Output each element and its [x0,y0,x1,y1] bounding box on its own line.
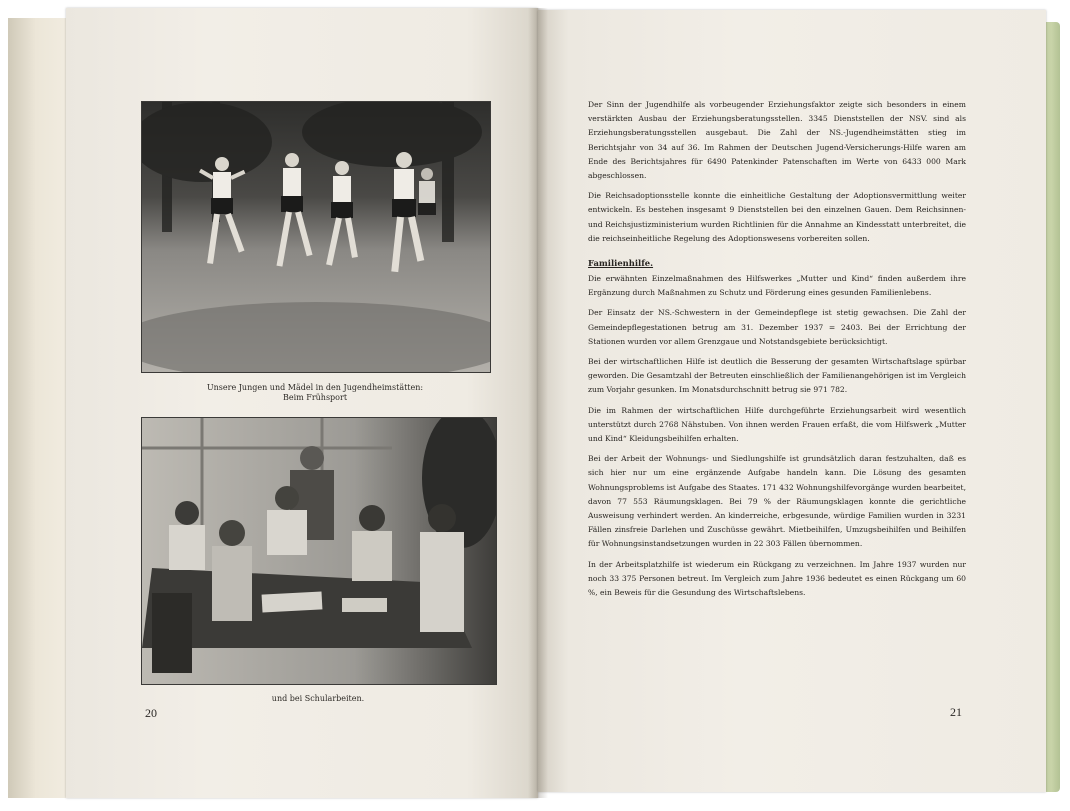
paragraph: Der Sinn der Jugendhilfe als vorbeugender Erziehungsfaktor zeigte sich besonders in einem verstärkten Ausbau der Erziehungsberatungsstellen. 3345 Dienststellen der NSV. sind als Erziehungsberatungsstellen ausgebaut. Die Zahl der NS.-Jugendheimstätten stieg im Berichtsjahr von 34 auf 36. Im Rahmen der Deutschen Jugend-Versicherungs-Hilfe waren am Ende des Berichtsjahres für 6490 Patenkinder Patenschaften im Werte von 6433 000 Mark abgeschlossen. [588,100,966,181]
paragraph: In der Arbeitsplatzhilfe ist wiederum ein Rückgang zu verzeichnen. Im Jahre 1937 wurden nur noch 33 375 Personen betreut. Im Vergleich zum Jahre 1936 bedeutet es einen Rückgang um 60 %, ein Beweis für die Gesundung des Wirtschaftslebens. [588,559,966,598]
page-number-left: 20 [145,706,157,720]
page-number-right: 21 [950,705,962,719]
book-gutter [528,8,548,798]
right-page-text [588,98,966,606]
paragraph: Die Reichsadoptionsstelle konnte die einheitliche Gestaltung der Adoptionsvermittlung weiter entwickeln. Es bestehen insgesamt 9 Dienststellen bei den einzelnen Gauen. Dem Reichsinnen- und Reichsjustizministerium wurden Richtlinien für die Annahme an Kindesstatt unterbreitet, die die reichseinheitliche Regelung des Adoptionswesens vorbereiten sollen. [588,191,966,243]
caption-1-line-2: Beim Frühsport [282,393,348,402]
paragraph: Der Einsatz der NS.-Schwestern in der Gemeindepflege ist stetig gewachsen. Die Zahl der Gemeindepflegestationen betrug am 31. Dezember 1937 = 2403. Bei der Errichtung der Stationen wurden vor allem Grenzgaue und Notstandsgebiete berücksichtigt. [588,308,966,346]
paragraph: Die erwähnten Einzelmaßnahmen des Hilfswerkes „Mutter und Kind“ finden außerdem ihre Ergänzung durch Maßnahmen zu Schutz und Förderung eines gesunden Familienlebens. [588,274,966,298]
paragraph: Die im Rahmen der wirtschaftlichen Hilfe durchgeführte Erziehungsarbeit wird wesentlich unterstützt durch 2768 Nähstuben. Von ihnen werden Frauen erfaßt, die vom Hilfswerk „Mutter und Kind“ Kleidungsbeihilfen erhalten. [588,405,966,444]
caption-1-line-1: Unsere Jungen und Mädel in den Jugendheimstätten: [206,383,424,392]
photo-2-caption: und bei Schularbeiten. [271,694,365,703]
photo-1-caption [141,383,489,403]
section-heading: Familienhilfe. [588,258,654,269]
photo-morning-exercise [141,101,491,373]
photo-homework [141,417,497,685]
paragraph: Bei der wirtschaftlichen Hilfe ist deutlich die Besserung der gesamten Wirtschaftslage spürbar geworden. Die Gesamtzahl der Betreuten einschließlich der Familienangehörigen ist im Vergleich zum Vorjahr gesunken. Im Monatsdurchschnitt betrug sie 971 782. [588,357,966,395]
paragraph: Bei der Arbeit der Wohnungs- und Siedlungshilfe ist grundsätzlich daran festzuhalten, daß es sich hier nur um eine ergänzende Aufgabe handeln kann. Die Lösung des gesamten Wohnungsproblems ist Aufgabe des Staates. 171 432 Wohnungshilfevorgänge wurden bearbeitet, davon 77 553 Räumungsklagen. Bei 79 % der Räumungsklagen konnte die gerichtliche Ausweisung verhindert werden. An kinderreiche, erbgesunde, würdige Familien wurden in 3231 Fällen zinsfreie Darlehen und Zuschüsse gewährt. Mietbeihilfen, Umzugsbeihilfen und Beihilfen für Wohnungsinstandsetzungen wurden in 22 303 Fällen übernommen. [588,454,966,549]
